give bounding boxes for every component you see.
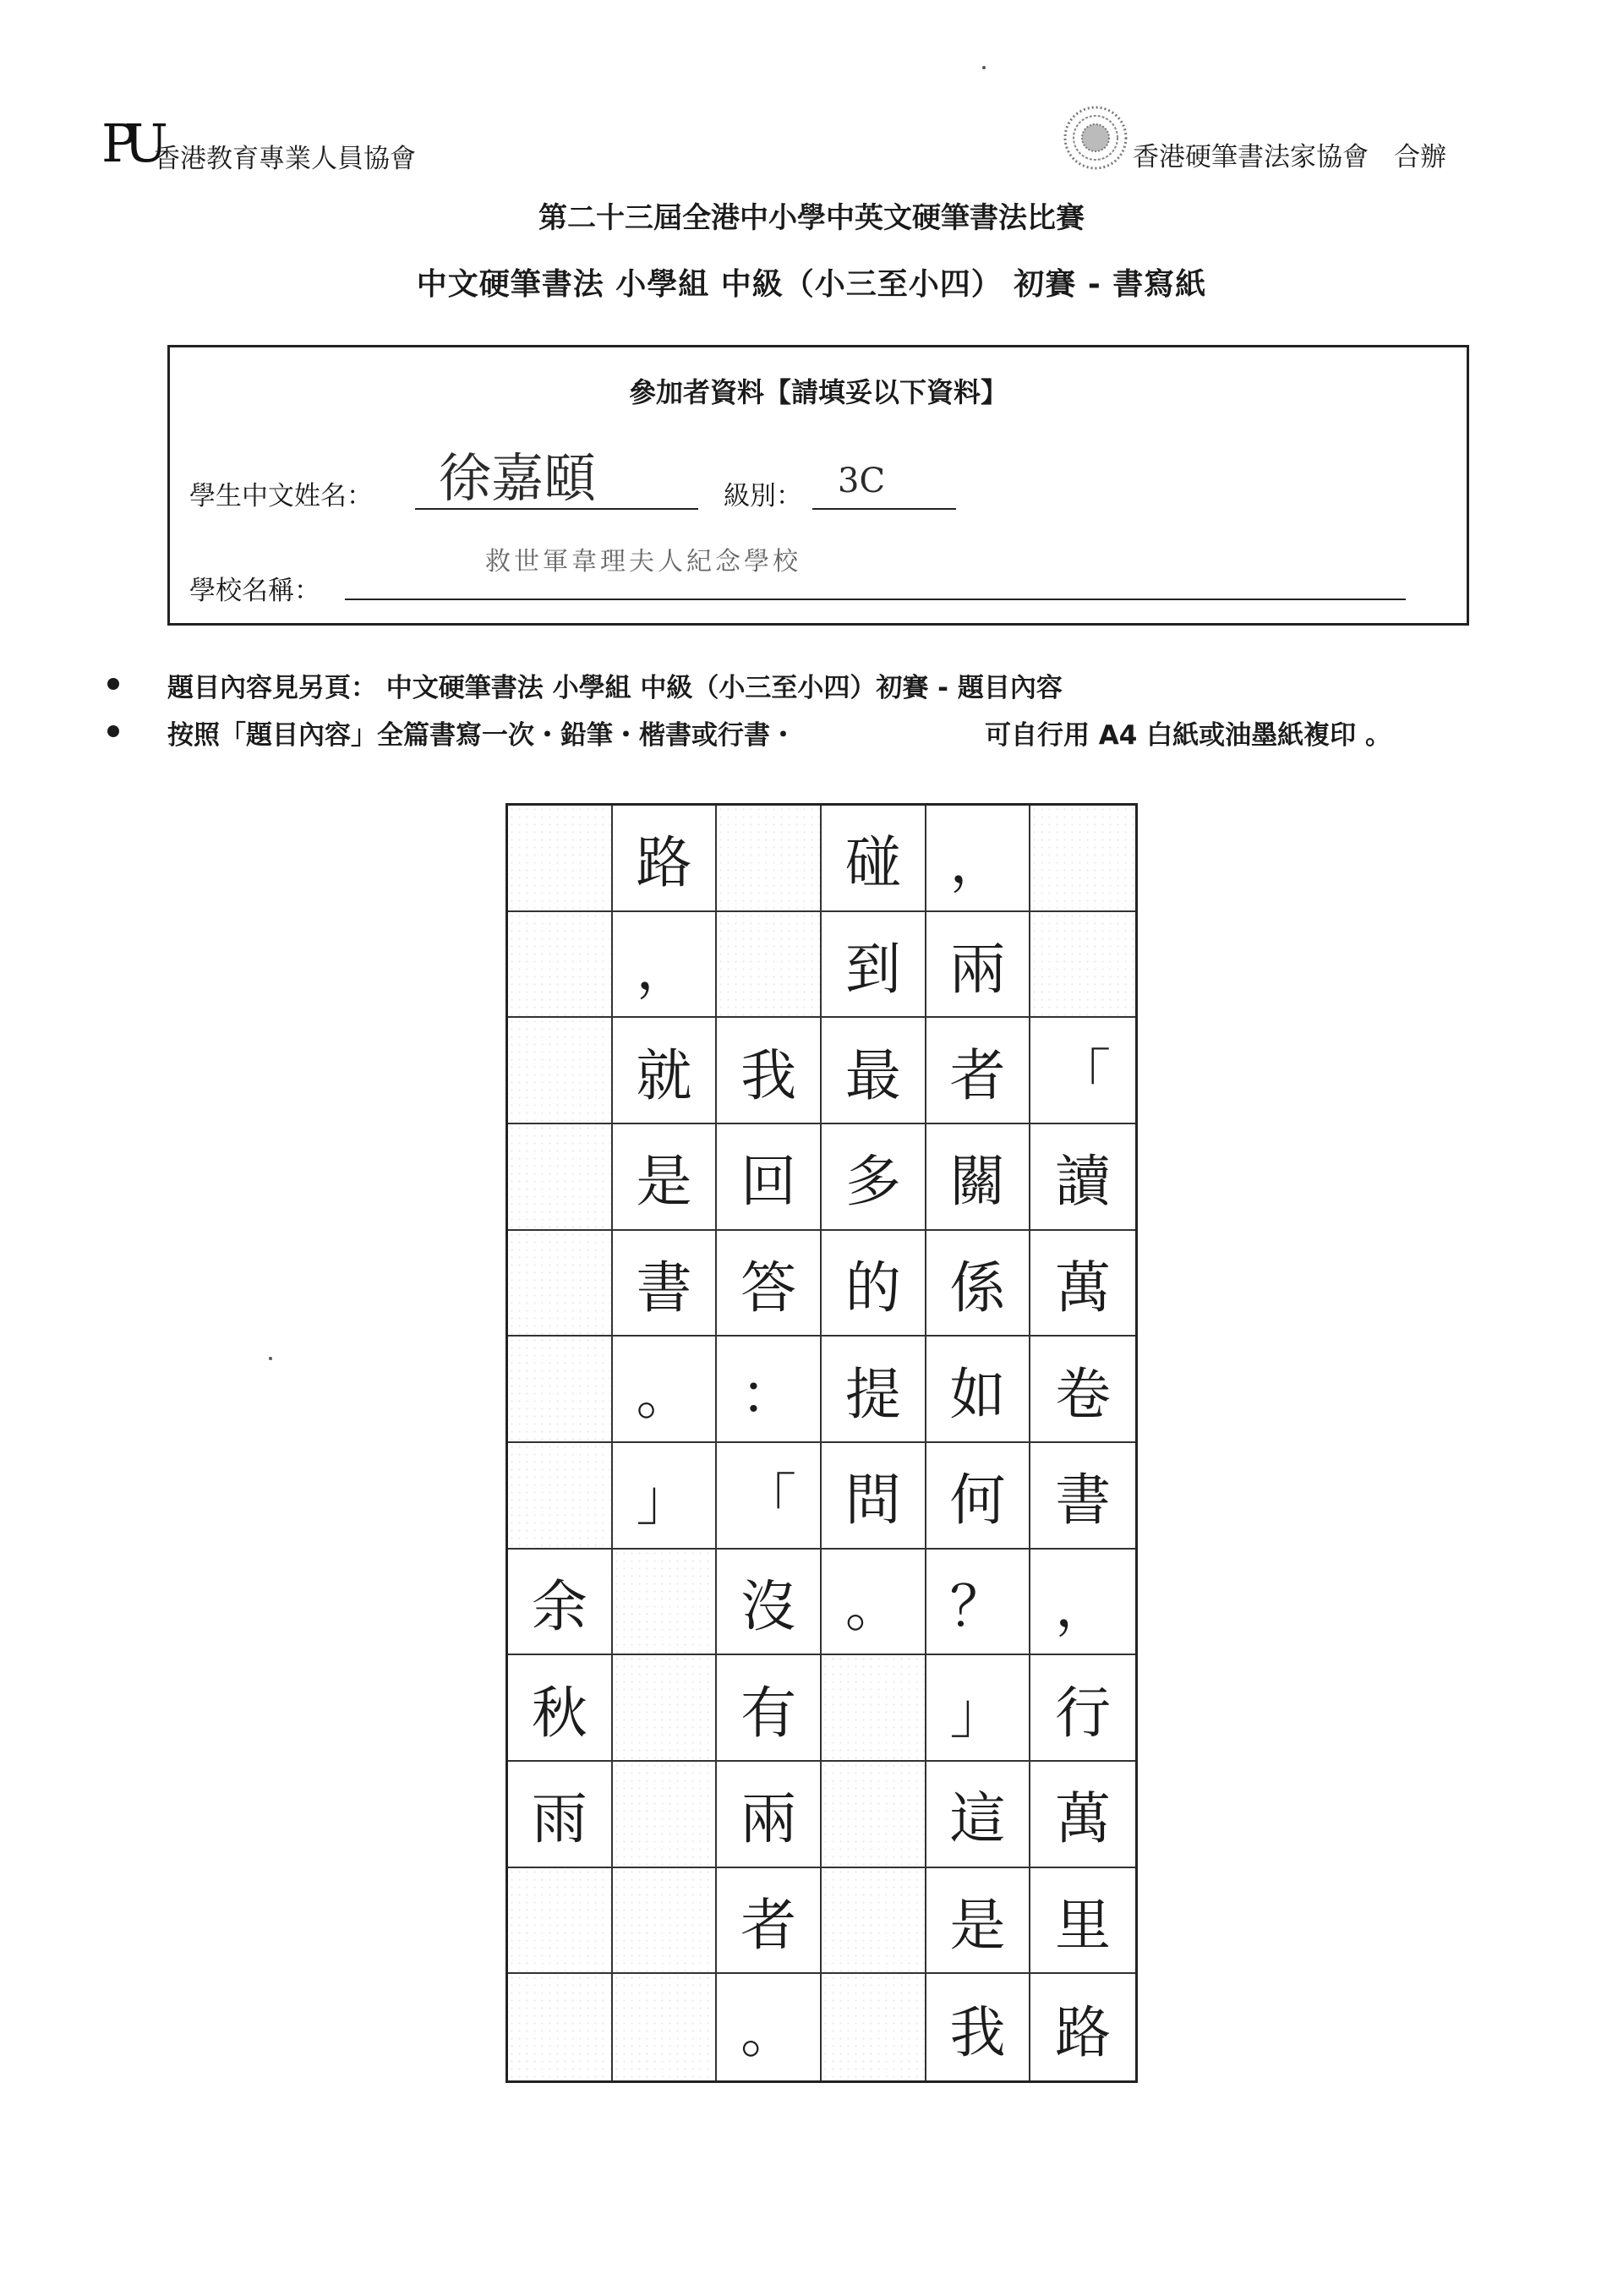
grid-cell: 萬 bbox=[1030, 1231, 1135, 1337]
grid-cell: 書 bbox=[1030, 1443, 1135, 1550]
school-name-stamp: 救世軍韋理夫人紀念學校 bbox=[485, 547, 801, 577]
grid-cell: 「 bbox=[1030, 1018, 1135, 1124]
grid-cell bbox=[613, 1974, 718, 2080]
grid-cell: 兩 bbox=[717, 1762, 822, 1868]
grid-cell: 者 bbox=[717, 1868, 822, 1975]
pu-logo: PU bbox=[101, 112, 156, 174]
grid-cell: ， bbox=[926, 806, 1031, 912]
grid-cell: 路 bbox=[613, 806, 718, 912]
grid-cell: 」 bbox=[926, 1655, 1031, 1762]
grid-cell bbox=[1030, 806, 1135, 912]
participant-info-box bbox=[167, 345, 1469, 626]
grid-cell bbox=[508, 1018, 613, 1124]
grid-cell: ， bbox=[613, 912, 718, 1019]
grid-cell: 有 bbox=[717, 1655, 822, 1762]
grid-cell: 關 bbox=[926, 1124, 1031, 1231]
grid-cell: 雨 bbox=[508, 1762, 613, 1868]
grid-cell bbox=[508, 1974, 613, 2080]
grid-cell bbox=[717, 806, 822, 912]
co-organize-label: 合辦 bbox=[1394, 142, 1446, 172]
grid-cell bbox=[822, 1974, 926, 2080]
grid-cell: 碰 bbox=[822, 806, 926, 912]
class-value-handwritten: 3C bbox=[838, 462, 886, 500]
grid-cell: 萬 bbox=[1030, 1762, 1135, 1868]
grid-cell: 提 bbox=[822, 1337, 926, 1443]
grid-cell: 最 bbox=[822, 1018, 926, 1124]
grid-cell: 是 bbox=[613, 1124, 718, 1231]
grid-cell: 多 bbox=[822, 1124, 926, 1231]
grid-cell bbox=[508, 1337, 613, 1443]
grid-cell: 問 bbox=[822, 1443, 926, 1550]
grid-cell: ： bbox=[717, 1337, 822, 1443]
grid-cell bbox=[508, 912, 613, 1019]
grid-cell: 這 bbox=[926, 1762, 1031, 1868]
grid-cell: 。 bbox=[717, 1974, 822, 2080]
grid-cell: 者 bbox=[926, 1018, 1031, 1124]
grid-cell bbox=[508, 1124, 613, 1231]
student-name-handwritten: 徐嘉頤 bbox=[439, 447, 597, 509]
grid-cell: 我 bbox=[926, 1974, 1031, 2080]
grid-cell bbox=[613, 1762, 718, 1868]
grid-cell: 兩 bbox=[926, 912, 1031, 1019]
grid-cell bbox=[822, 1762, 926, 1868]
grid-cell: 。 bbox=[822, 1550, 926, 1656]
scan-speck bbox=[269, 1357, 272, 1360]
grid-cell: 沒 bbox=[717, 1550, 822, 1656]
bullet-1 bbox=[107, 678, 119, 690]
grid-cell: 里 bbox=[1030, 1868, 1135, 1975]
grid-cell bbox=[613, 1550, 718, 1656]
grid-cell: 是 bbox=[926, 1868, 1031, 1975]
grid-cell bbox=[613, 1868, 718, 1975]
grid-cell: 卷 bbox=[1030, 1337, 1135, 1443]
scan-speck bbox=[982, 66, 986, 69]
grid-cell bbox=[508, 806, 613, 912]
grid-cell: 讀 bbox=[1030, 1124, 1135, 1231]
grid-cell: 答 bbox=[717, 1231, 822, 1337]
sheet-subtitle: 中文硬筆書法 小學組 中級（小三至小四） 初賽 - 書寫紙 bbox=[416, 267, 1207, 302]
grid-cell: 係 bbox=[926, 1231, 1031, 1337]
grid-cell: 回 bbox=[717, 1124, 822, 1231]
grid-cell: 就 bbox=[613, 1018, 718, 1124]
grid-cell bbox=[508, 1868, 613, 1975]
grid-cell bbox=[613, 1655, 718, 1762]
class-underline bbox=[812, 508, 956, 510]
grid-cell bbox=[822, 1868, 926, 1975]
grid-cell: 如 bbox=[926, 1337, 1031, 1443]
grid-cell: 的 bbox=[822, 1231, 926, 1337]
left-organizer: 香港教育專業人員協會 bbox=[154, 144, 416, 174]
grid-cell: 何 bbox=[926, 1443, 1031, 1550]
note-topic-reference: 題目內容見另頁： 中文硬筆書法 小學組 中級（小三至小四）初賽 - 題目內容 bbox=[167, 673, 1063, 703]
grid-cell: ， bbox=[1030, 1550, 1135, 1656]
grid-cell: 到 bbox=[822, 912, 926, 1019]
grid-cell: 秋 bbox=[508, 1655, 613, 1762]
grid-cell: ？ bbox=[926, 1550, 1031, 1656]
class-label: 級別： bbox=[724, 481, 802, 511]
grid-cell: 。 bbox=[613, 1337, 718, 1443]
grid-cell: 」 bbox=[613, 1443, 718, 1550]
grid-cell bbox=[508, 1231, 613, 1337]
grid-cell: 余 bbox=[508, 1550, 613, 1656]
grid-cell: 行 bbox=[1030, 1655, 1135, 1762]
name-label: 學生中文姓名： bbox=[189, 481, 373, 511]
association-seal-icon bbox=[1061, 103, 1130, 172]
right-organizer-name: 香港硬筆書法家協會 bbox=[1133, 142, 1369, 172]
grid-cell: 「 bbox=[717, 1443, 822, 1550]
grid-cell: 我 bbox=[717, 1018, 822, 1124]
grid-cell bbox=[1030, 912, 1135, 1019]
bullet-2 bbox=[107, 725, 119, 737]
grid-cell bbox=[717, 912, 822, 1019]
note-copy-permission: 可自行用 A4 白紙或油墨紙複印 。 bbox=[985, 720, 1391, 751]
participant-info-heading: 參加者資料【請填妥以下資料】 bbox=[628, 376, 1008, 408]
grid-cell bbox=[822, 1655, 926, 1762]
writing-grid bbox=[505, 803, 1138, 2083]
note-instructions: 按照「題目內容」全篇書寫一次・鉛筆・楷書或行書・ bbox=[167, 720, 796, 751]
grid-cell: 路 bbox=[1055, 1999, 1112, 2065]
school-underline bbox=[345, 599, 1406, 600]
competition-title: 第二十三屆全港中小學中英文硬筆書法比賽 bbox=[538, 201, 1085, 235]
grid-cell bbox=[508, 1443, 613, 1550]
right-organizer bbox=[1133, 135, 1446, 173]
school-label: 學校名稱： bbox=[189, 576, 320, 606]
grid-cell: 書 bbox=[613, 1231, 718, 1337]
